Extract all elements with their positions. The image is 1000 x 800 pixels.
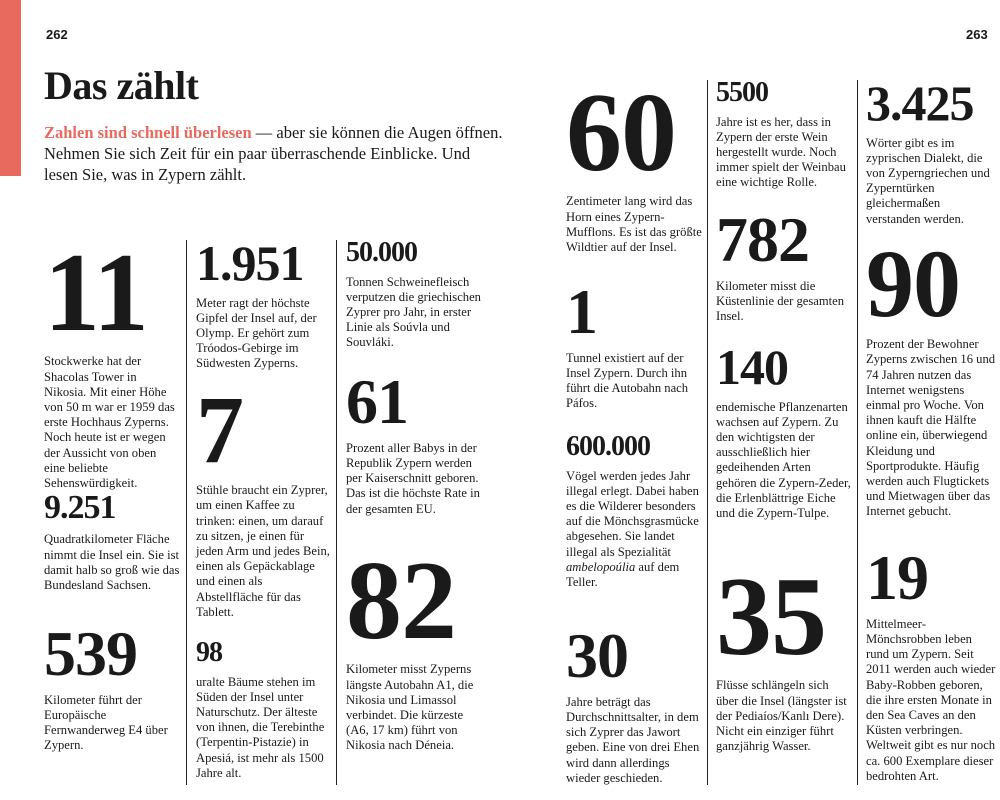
fact-text: Kilometer misst die Küstenlinie der gesamten Insel.: [716, 278, 844, 324]
fact-text: Flüsse schlängeln sich über die Insel (längster ist der Pediaíos/Kanlı Dere). Nicht ein einziger führt ganzjährig Wasser.: [716, 678, 847, 754]
fact-block: [866, 230, 996, 520]
column-divider: [707, 80, 708, 785]
fact-block: [566, 71, 702, 255]
fact-number: 98: [196, 637, 222, 668]
fact-number: 5500: [716, 77, 768, 108]
fact-text-part: Vögel werden jedes Jahr illegal erlegt. Dabei haben es die Wilderer besonders auf die Mönchsgrasmücke abgesehen. Sie landet illegal als Spezialität: [566, 468, 699, 559]
fact-block: [716, 204, 852, 324]
fact-block: [566, 276, 702, 412]
page-number-right: 263: [966, 27, 988, 42]
intro-paragraph: [44, 122, 504, 185]
fact-block: [566, 620, 704, 786]
fact-block: [44, 618, 180, 754]
fact-text: Prozent aller Babys in der Republik Zypern werden per Kaiserschnitt geboren. Das ist die höchste Rate in der gesamten EU.: [346, 440, 480, 516]
fact-text: uralte Bäume stehen im Süden der Insel unter Naturschutz. Der älteste von ihnen, die Terebinthe (Terpentin-Pistazie) in Apesiá, ist mehr als 1500 Jahre alt.: [196, 674, 325, 780]
fact-number: 35: [716, 555, 826, 679]
fact-number: 61: [346, 366, 408, 437]
fact-block: [346, 539, 486, 754]
fact-block: [196, 637, 332, 781]
fact-number: 90: [866, 230, 960, 337]
fact-text: Kilometer misst Zyperns längste Autobahn A1, die Nikosia und Limassol verbindet. Die kürzeste (A6, 17 km) führt von Nikosia nach Déneia.: [346, 662, 474, 753]
fact-text: Quadratkilometer Fläche nimmt die Insel ein. Sie ist damit halb so groß wie das Bundesland Sachsen.: [44, 532, 180, 592]
fact-text-part: auf dem Teller.: [566, 559, 680, 590]
accent-bar: [0, 0, 21, 176]
column-divider: [857, 80, 858, 785]
fact-block: [866, 75, 996, 227]
fact-block: [346, 237, 482, 351]
fact-text-italic: ambelopoúlia: [566, 559, 636, 574]
fact-text: Stockwerke hat der Shacolas Tower in Nikosia. Mit einer Höhe von 50 m war er 1959 das erste Hochhaus Zyperns. Noch heute ist er wegen der Aussicht von oben eine beliebte Sehenswürdigkeit.: [44, 354, 175, 491]
fact-number: 539: [44, 618, 137, 689]
fact-text: Jahre beträgt das Durchschnittsalter, in dem sich Zyprer das Jawort geben. Eine von drei Ehen wird dann allerdings wieder geschieden.: [566, 694, 700, 785]
fact-number: 9.251: [44, 489, 116, 526]
fact-block: [716, 77, 852, 191]
fact-number: 600.000: [566, 431, 650, 462]
fact-text: Tunnel existiert auf der Insel Zypern. Durch ihn führt die Autobahn nach Páfos.: [566, 350, 689, 411]
fact-block: [716, 339, 852, 521]
page-title: Das zählt: [44, 63, 199, 108]
fact-number: 60: [566, 71, 676, 195]
fact-text: endemische Pflanzenarten wachsen auf Zypern. Zu den wichtigsten der ausschließlich hier gedeihenden Arten gehören die Zypern-Zeder, die Erlenblättrige Eiche und die Zypern-Tulpe.: [716, 399, 851, 520]
fact-block: [716, 555, 852, 754]
fact-number: 50.000: [346, 237, 417, 268]
fact-number: 30: [566, 620, 628, 691]
fact-text: Stühle braucht ein Zyprer, um einen Kaffee zu trinken: einen, um darauf zu sitzen, je einen für jeden Arm und jedes Bein, einen als Gepäckablage und einen als Abstellfläche für das Tablett.: [196, 483, 330, 619]
column-divider: [186, 240, 187, 785]
fact-text: Jahre ist es her, dass in Zypern der erste Wein hergestellt wurde. Noch immer spielt der Weinbau eine wichtige Rolle.: [716, 114, 846, 190]
fact-text: Meter ragt der höchste Gipfel der Insel auf, der Olymp. Er gehört zum Tróodos-Gebirge im Südwesten Zyperns.: [196, 295, 317, 371]
fact-text: Prozent der Bewohner Zyperns zwischen 16 und 74 Jahren nutzen das Internet wenigstens einmal pro Woche. Von ihnen kauft die Hälfte online ein, überwiegend Kleidung und Sportprodukte. Häufig werden auch Flugtickets und Mietwagen über das Internet gebucht.: [866, 337, 996, 519]
fact-block: [196, 235, 332, 372]
fact-number: 11: [44, 231, 148, 355]
column-divider: [336, 240, 337, 785]
fact-block: [196, 376, 332, 620]
page-number-left: 262: [46, 27, 68, 42]
fact-block: [44, 231, 180, 491]
fact-number: 7: [196, 376, 243, 483]
fact-number: 1: [566, 276, 597, 347]
fact-text: [566, 469, 704, 591]
fact-number: 82: [346, 539, 456, 663]
fact-block: [346, 366, 482, 517]
fact-block: [866, 542, 996, 784]
fact-number: 3.425: [866, 75, 974, 131]
fact-number: 782: [716, 204, 809, 275]
fact-number: 19: [866, 542, 928, 613]
fact-block: [566, 431, 704, 590]
fact-text: Tonnen Schweinefleisch verputzen die griechischen Zyprer pro Jahr, in erster Linie als Soúvla und Souvláki.: [346, 274, 481, 350]
fact-number: 1.951: [196, 235, 304, 291]
intro-text: — aber sie können die Augen öffnen. Nehmen Sie sich Zeit für ein paar überraschende Einblicke. Und lesen Sie, was in Zypern zählt.: [44, 123, 503, 184]
fact-text: Mittelmeer-Mönchsrobben leben rund um Zypern. Seit 2011 werden auch wieder Baby-Robben geboren, die ihre ersten Monate in den Sea Caves an den Küsten verbringen. Weltweit gibt es nur noch ca. 600 Exemplare dieser bedrohten Art.: [866, 616, 996, 783]
fact-text: Kilometer führt der Europäische Fernwanderweg E4 über Zypern.: [44, 692, 168, 753]
fact-number: 140: [716, 339, 788, 395]
fact-block: [44, 489, 180, 593]
fact-text: Wörter gibt es im zyprischen Dialekt, die von Zyperngriechen und Zyperntürken gleichermaßen verstanden werden.: [866, 135, 990, 226]
intro-highlight: Zahlen sind schnell überlesen: [44, 123, 252, 142]
fact-text: Zentimeter lang wird das Horn eines Zypern-Mufflons. Es ist das größte Wildtier auf der Insel.: [566, 194, 702, 254]
